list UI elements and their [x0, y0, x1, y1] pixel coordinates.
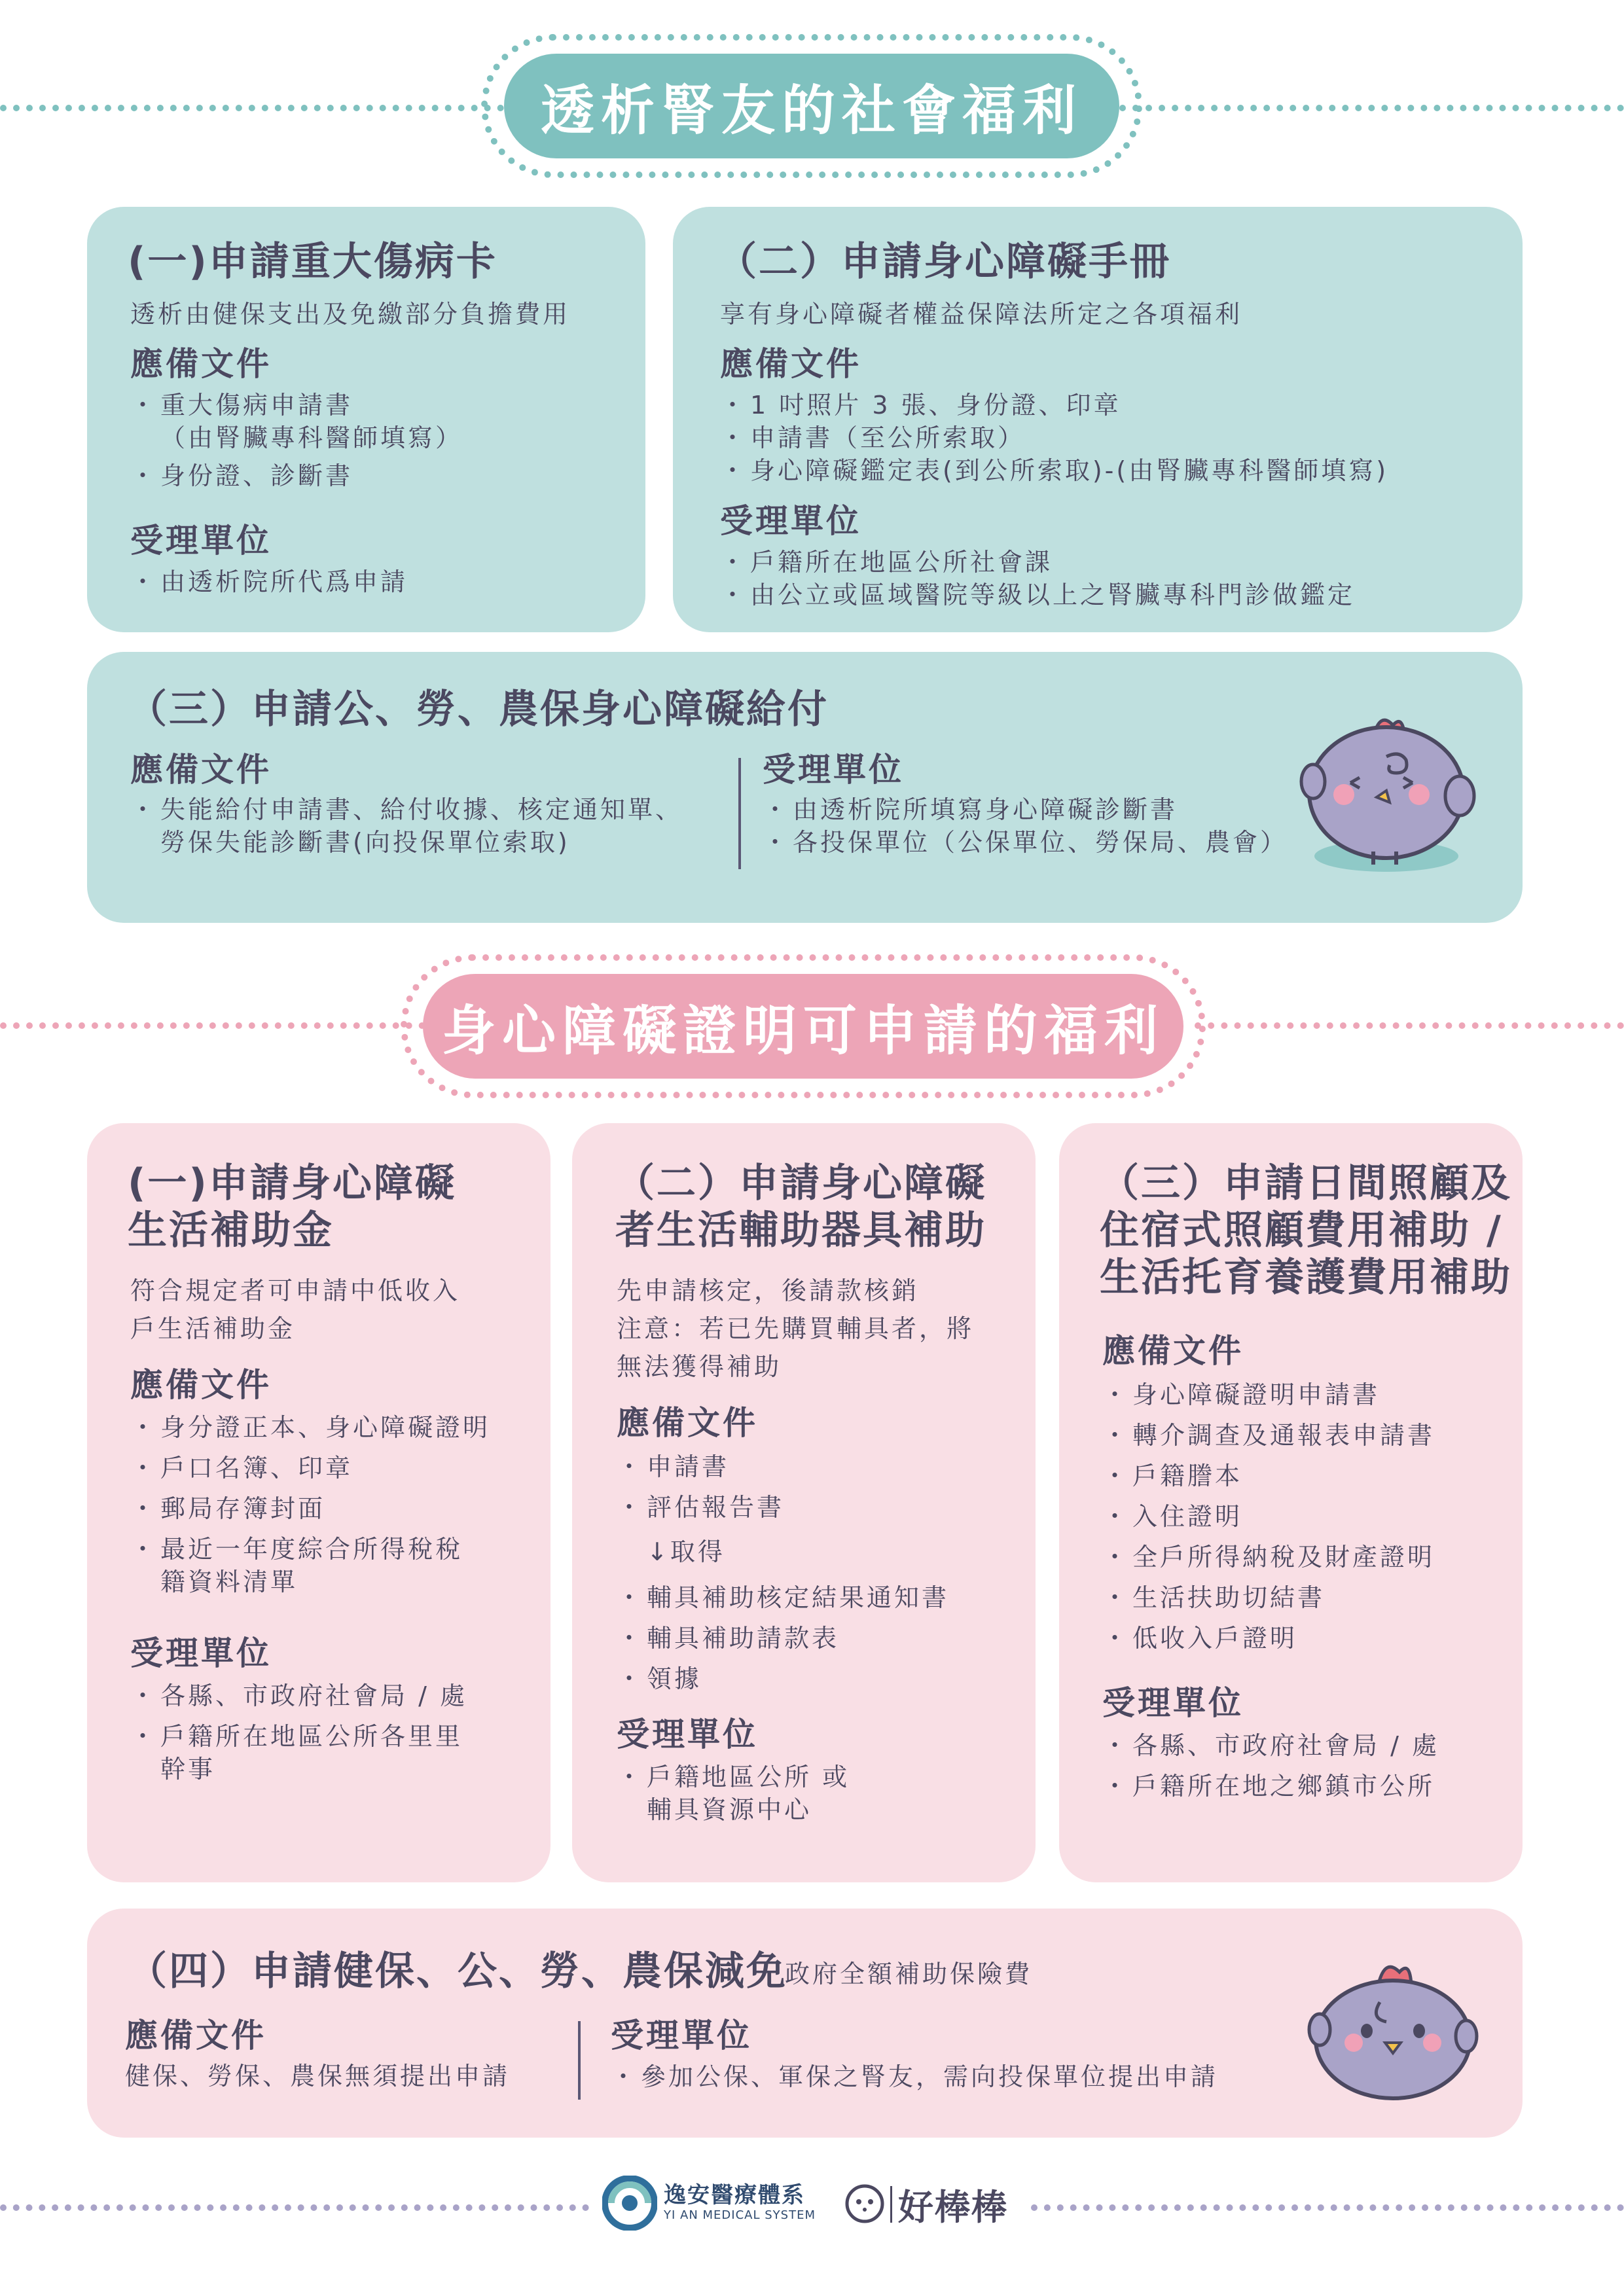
unit-list	[1102, 1729, 1508, 1803]
list-item: ・ 各縣、市政府社會局 / 處	[1102, 1729, 1508, 1762]
card-title-line-1: （二）申請身心障礙	[615, 1160, 986, 1206]
list-item: ・ 各投保單位（公保單位、勞保局、農會）	[763, 826, 1352, 859]
list-item: 勞保失能診斷書(向投保單位索取)	[160, 828, 570, 857]
unit-list	[130, 565, 628, 598]
list-item: ・ 戶籍所在地之鄉鎮市公所	[1102, 1770, 1508, 1803]
list-item: ・ 戶籍地區公所 或	[617, 1761, 1022, 1793]
docs-list	[720, 389, 1506, 487]
footer-logos	[602, 2173, 1021, 2238]
list-item: ・ 身心障礙鑑定表(到公所索取)-(由腎臟專科醫師填寫)	[720, 454, 1506, 487]
card-title-note: 政府全額補助保險費	[785, 1960, 1033, 1988]
bottom-banner	[423, 974, 1183, 1079]
docs-list	[617, 1450, 1022, 1695]
brand-name: 好棒棒	[898, 2187, 1008, 2228]
list-item: ・ 參加公保、軍保之腎友，需向投保單位提出申請	[611, 2060, 1265, 2093]
bottom-card-2	[572, 1123, 1036, 1882]
card-title-line-1: （三）申請日間照顧及	[1100, 1160, 1512, 1206]
list-item: ・ 各縣、市政府社會局 / 處	[130, 1679, 536, 1712]
list-item: ↓取得	[647, 1537, 725, 1566]
list-item: 籍資料清單	[160, 1568, 298, 1596]
card-title: （二）申請身心障礙手冊	[717, 239, 1171, 285]
bottom-banner-title: 身心障礙證明可申請的福利	[441, 999, 1164, 1062]
bottom-card-3	[1059, 1123, 1523, 1882]
divider	[890, 2186, 892, 2223]
list-item: ・ 戶籍謄本	[1102, 1460, 1508, 1492]
list-item: ・ 重大傷病申請書	[130, 389, 628, 422]
card-description-line-2: 注意：若已先購買輔具者，將	[617, 1314, 975, 1343]
bottom-dotted-line-right	[1195, 1022, 1624, 1029]
card-description-line-1: 符合規定者可申請中低收入	[130, 1276, 461, 1305]
card-description: 享有身心障礙者權益保障法所定之各項福利	[720, 300, 1243, 329]
card-title: (一)申請重大傷病卡	[128, 239, 497, 285]
unit-label: 受理單位	[130, 522, 272, 560]
list-item: 幹事	[160, 1755, 216, 1784]
card-title-line-2: 生活補助金	[128, 1208, 334, 1253]
docs-label: 應備文件	[720, 345, 861, 383]
bottom-card-4	[87, 1909, 1523, 2138]
divider	[738, 758, 741, 869]
footer-dotted-line-left	[0, 2204, 589, 2211]
footer-dotted-line-right	[1031, 2204, 1624, 2211]
unit-label: 受理單位	[1102, 1684, 1244, 1722]
top-card-2	[673, 207, 1523, 632]
docs-label: 應備文件	[1102, 1332, 1244, 1370]
docs-list	[130, 793, 719, 859]
yian-logo-icon	[602, 2176, 657, 2231]
top-dotted-line-right	[1119, 105, 1624, 111]
list-item: ・ 申請書	[617, 1450, 1022, 1483]
list-item: ・ 由透析院所代爲申請	[130, 565, 628, 598]
unit-label: 受理單位	[130, 1634, 272, 1672]
card-title: （三）申請公、勞、農保身心障礙給付	[128, 687, 829, 732]
unit-label: 受理單位	[720, 502, 861, 540]
unit-label: 受理單位	[611, 2017, 752, 2054]
bottom-dotted-line-left	[0, 1022, 425, 1029]
card-title-line-1: (一)申請身心障礙	[128, 1160, 456, 1206]
list-item: ・ 戶籍所在地區公所各里里	[130, 1720, 536, 1753]
unit-label: 受理單位	[763, 751, 904, 789]
card-description: 透析由健保支出及免繳部分負擔費用	[130, 300, 571, 329]
list-item: ・ 最近一年度綜合所得稅稅	[130, 1533, 536, 1566]
list-item: ・ 由公立或區域醫院等級以上之腎臟專科門診做鑑定	[720, 579, 1506, 611]
list-item: ・ 戶口名簿、印章	[130, 1452, 536, 1484]
divider	[578, 2021, 581, 2100]
haobangbang-face-icon	[844, 2183, 885, 2224]
list-item: ・ 轉介調查及通報表申請書	[1102, 1419, 1508, 1452]
top-banner	[504, 54, 1119, 158]
unit-list	[763, 793, 1352, 859]
top-card-3	[87, 652, 1523, 923]
list-item: ・ 身分證正本、身心障礙證明	[130, 1411, 536, 1444]
top-card-1	[87, 207, 645, 632]
docs-text: 健保、勞保、農保無須提出申請	[125, 2062, 511, 2090]
list-item: （由腎臟專科醫師填寫）	[160, 423, 463, 452]
card-description-line-2: 戶生活補助金	[130, 1314, 296, 1343]
list-item: ・ 生活扶助切結書	[1102, 1581, 1508, 1614]
unit-list	[720, 546, 1506, 611]
list-item: ・ 由透析院所填寫身心障礙診斷書	[763, 793, 1352, 826]
docs-label: 應備文件	[617, 1404, 758, 1442]
list-item: ・ 入住證明	[1102, 1500, 1508, 1533]
card-title-line-3: 生活托育養護費用補助	[1100, 1255, 1512, 1300]
mascot-chick-illustration	[1301, 1945, 1485, 2108]
docs-list	[1102, 1378, 1508, 1655]
docs-label: 應備文件	[130, 1366, 272, 1404]
org-name: 逸安醫療體系	[664, 2182, 805, 2208]
list-item: ・ 郵局存簿封面	[130, 1492, 536, 1525]
list-item: ・ 評估報告書	[617, 1491, 1022, 1524]
org-english-name: YI AN MEDICAL SYSTEM	[664, 2208, 816, 2222]
unit-list	[617, 1761, 1022, 1826]
mascot-chick-illustration	[1288, 685, 1485, 881]
list-item: ・ 全戶所得納稅及財產證明	[1102, 1541, 1508, 1573]
list-item: ・ 輔具補助核定結果通知書	[617, 1581, 1022, 1614]
docs-list	[130, 1411, 536, 1598]
list-item: ・ 輔具補助請款表	[617, 1622, 1022, 1655]
bottom-card-1	[87, 1123, 550, 1882]
docs-label: 應備文件	[130, 345, 272, 383]
list-item: ・ 身份證、診斷書	[130, 459, 628, 492]
list-item: ・ 戶籍所在地區公所社會課	[720, 546, 1506, 579]
list-item: ・ 身心障礙證明申請書	[1102, 1378, 1508, 1411]
top-banner-title: 透析腎友的社會福利	[540, 79, 1083, 142]
list-item: ・ 低收入戶證明	[1102, 1622, 1508, 1655]
list-item: ・ 1 吋照片 3 張、身份證、印章	[720, 389, 1506, 422]
docs-label: 應備文件	[130, 751, 272, 789]
list-item: ・ 失能給付申請書、給付收據、核定通知單、	[130, 793, 719, 826]
list-item: 輔具資源中心	[647, 1795, 812, 1824]
unit-list	[611, 2060, 1265, 2093]
card-title: （四）申請健保、公、勞、農保減免	[128, 1948, 787, 1994]
card-description-line-3: 無法獲得補助	[617, 1352, 782, 1381]
list-item: ・ 申請書（至公所索取）	[720, 422, 1506, 454]
card-title-line-2: 者生活輔助器具補助	[615, 1208, 986, 1253]
unit-list	[130, 1679, 536, 1785]
card-title-line-2: 住宿式照顧費用補助 /	[1100, 1208, 1503, 1253]
list-item: ・ 領據	[617, 1662, 1022, 1695]
docs-list	[130, 389, 628, 492]
top-dotted-line-left	[0, 105, 504, 111]
docs-label: 應備文件	[125, 2017, 266, 2054]
card-description-line-1: 先申請核定，後請款核銷	[617, 1276, 920, 1305]
unit-label: 受理單位	[617, 1715, 758, 1753]
